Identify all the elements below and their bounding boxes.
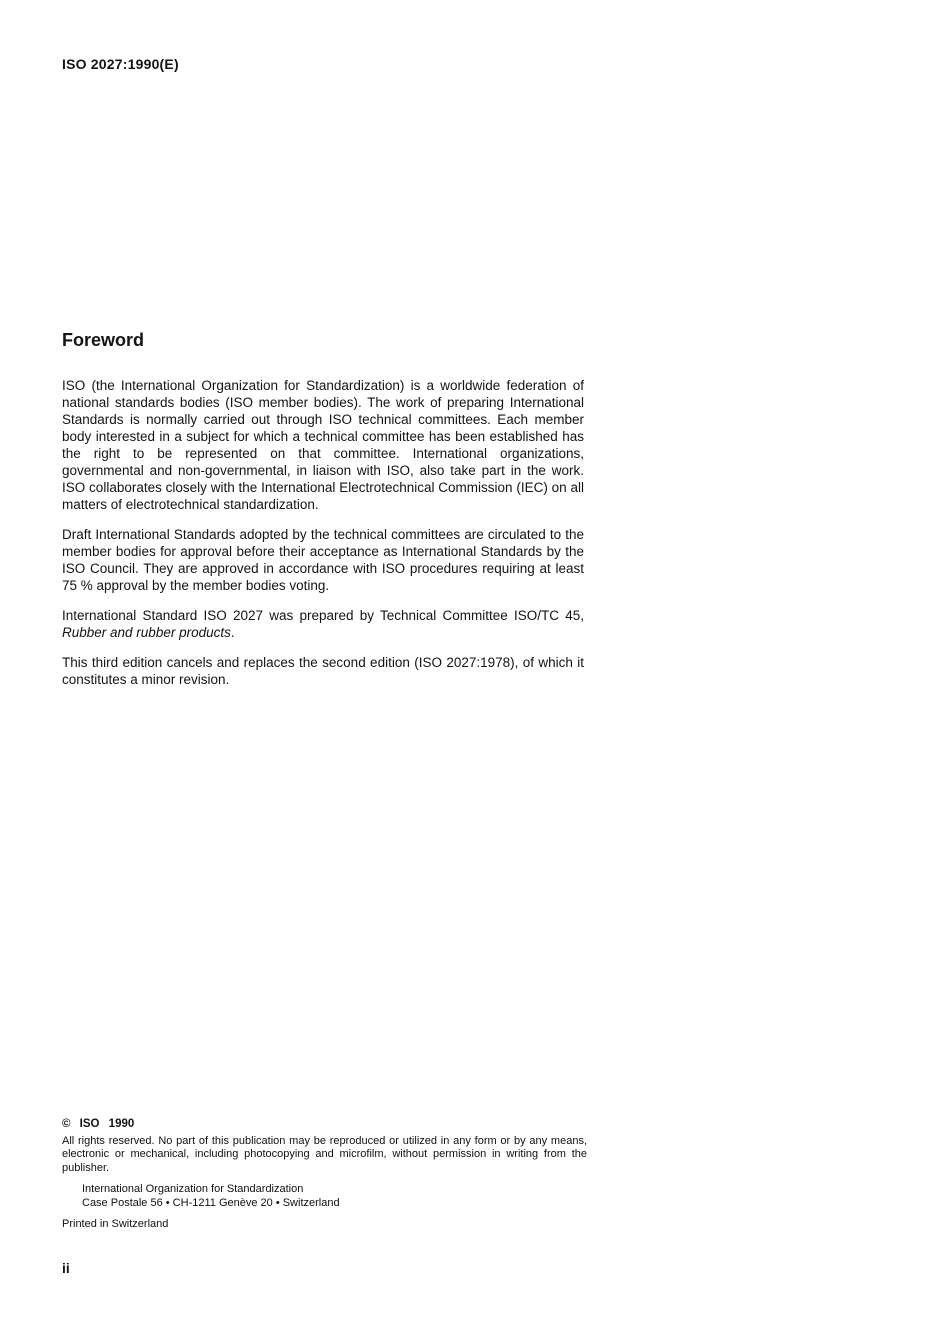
publisher-address: Case Postale 56 • CH-1211 Genève 20 • Switzerland	[82, 1196, 340, 1209]
copyright-line: © ISO 1990	[62, 1118, 135, 1130]
foreword-paragraph-3-period: .	[230, 625, 235, 640]
foreword-paragraph-2: Draft International Standards adopted by the technical committees are circulated to the member bodies for approval before their acceptance as International Standards by the ISO Council. They are approved in accordance with ISO procedures requiring at least 75 % approval by the member bodies voting.	[62, 527, 584, 593]
rights-reserved-text: All rights reserved. No part of this publication may be reproduced or utilized in any form or by any means, electronic or mechanical, including photocopying and microfilm, without permission in writing from the publisher.	[62, 1134, 587, 1174]
foreword-heading: Foreword	[62, 330, 145, 350]
document-reference: ISO 2027:1990(E)	[62, 56, 179, 72]
copyright-block	[62, 1118, 587, 1232]
foreword-paragraph-3	[62, 607, 584, 641]
page-number: ii	[62, 1260, 70, 1276]
foreword-paragraph-3-text: International Standard ISO 2027 was prepared by Technical Committee ISO/TC 45,	[62, 608, 584, 623]
printed-in-line: Printed in Switzerland	[62, 1218, 169, 1230]
committee-title-italic: Rubber and rubber products	[62, 625, 231, 640]
publisher-address-block	[82, 1183, 587, 1210]
foreword-section	[62, 330, 584, 688]
foreword-paragraph-4: This third edition cancels and replaces the second edition (ISO 2027:1978), of which it constitutes a minor revision.	[62, 655, 584, 687]
publisher-name: International Organization for Standardization	[82, 1183, 304, 1195]
foreword-paragraph-1: ISO (the International Organization for Standardization) is a worldwide federation of national standards bodies (ISO member bodies). The work of preparing International Standards is normally carried out through ISO technical committees. Each member body interested in a subject for which a technical committee has been established has the right to be represented on that committee. International organizations, governmental and non-governmental, in liaison with ISO, also take part in the work. ISO collaborates closely with the International Electrotechnical Commission (IEC) on all matters of electrotechnical standardization.	[62, 378, 584, 512]
